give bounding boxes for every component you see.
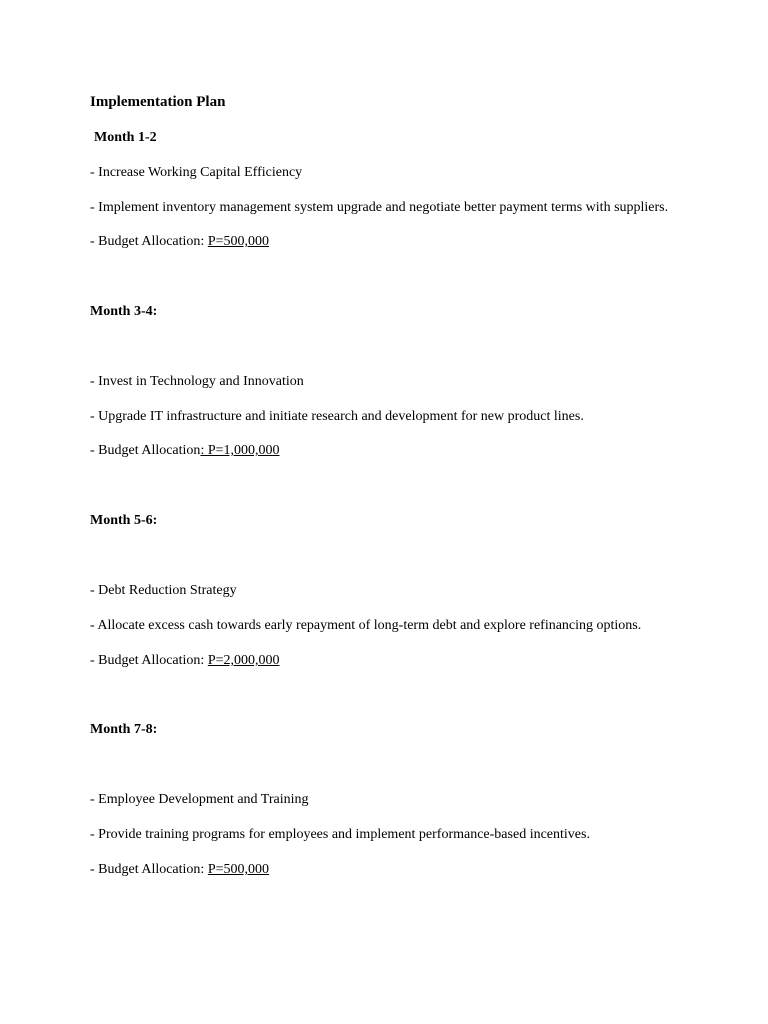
section-action: - Provide training programs for employees and implement performance-based incentives. <box>90 827 590 842</box>
budget-value: P=2,000,000 <box>207 653 280 668</box>
budget-label: - Budget Allocation: <box>90 862 205 877</box>
section-action: - Allocate excess cash towards early repayment of long-term debt and explore refinancing options. <box>90 618 642 633</box>
budget-value: P=500,000 <box>207 234 270 249</box>
section-goal: - Employee Development and Training <box>90 792 309 807</box>
budget-line <box>90 861 269 879</box>
budget-value: P=500,000 <box>207 862 270 877</box>
section-heading: Month 7-8: <box>90 722 158 737</box>
section-action: - Implement inventory management system upgrade and negotiate better payment terms with suppliers. <box>90 200 669 215</box>
budget-line <box>90 233 269 251</box>
budget-value: : P=1,000,000 <box>200 443 280 458</box>
budget-line <box>90 652 280 670</box>
section-goal: - Invest in Technology and Innovation <box>90 374 304 389</box>
section-heading: Month 3-4: <box>90 304 158 319</box>
section-action: - Upgrade IT infrastructure and initiate research and development for new product lines. <box>90 409 584 424</box>
section-goal: - Debt Reduction Strategy <box>90 583 237 598</box>
budget-label: - Budget Allocation <box>90 443 201 458</box>
budget-label: - Budget Allocation: <box>90 653 205 668</box>
document-title: Implementation Plan <box>90 94 226 110</box>
section-goal: - Increase Working Capital Efficiency <box>90 165 303 180</box>
budget-line <box>90 442 280 460</box>
budget-label: - Budget Allocation: <box>90 234 205 249</box>
section-heading: Month 5-6: <box>90 513 158 528</box>
section-heading: Month 1-2 <box>94 130 157 145</box>
